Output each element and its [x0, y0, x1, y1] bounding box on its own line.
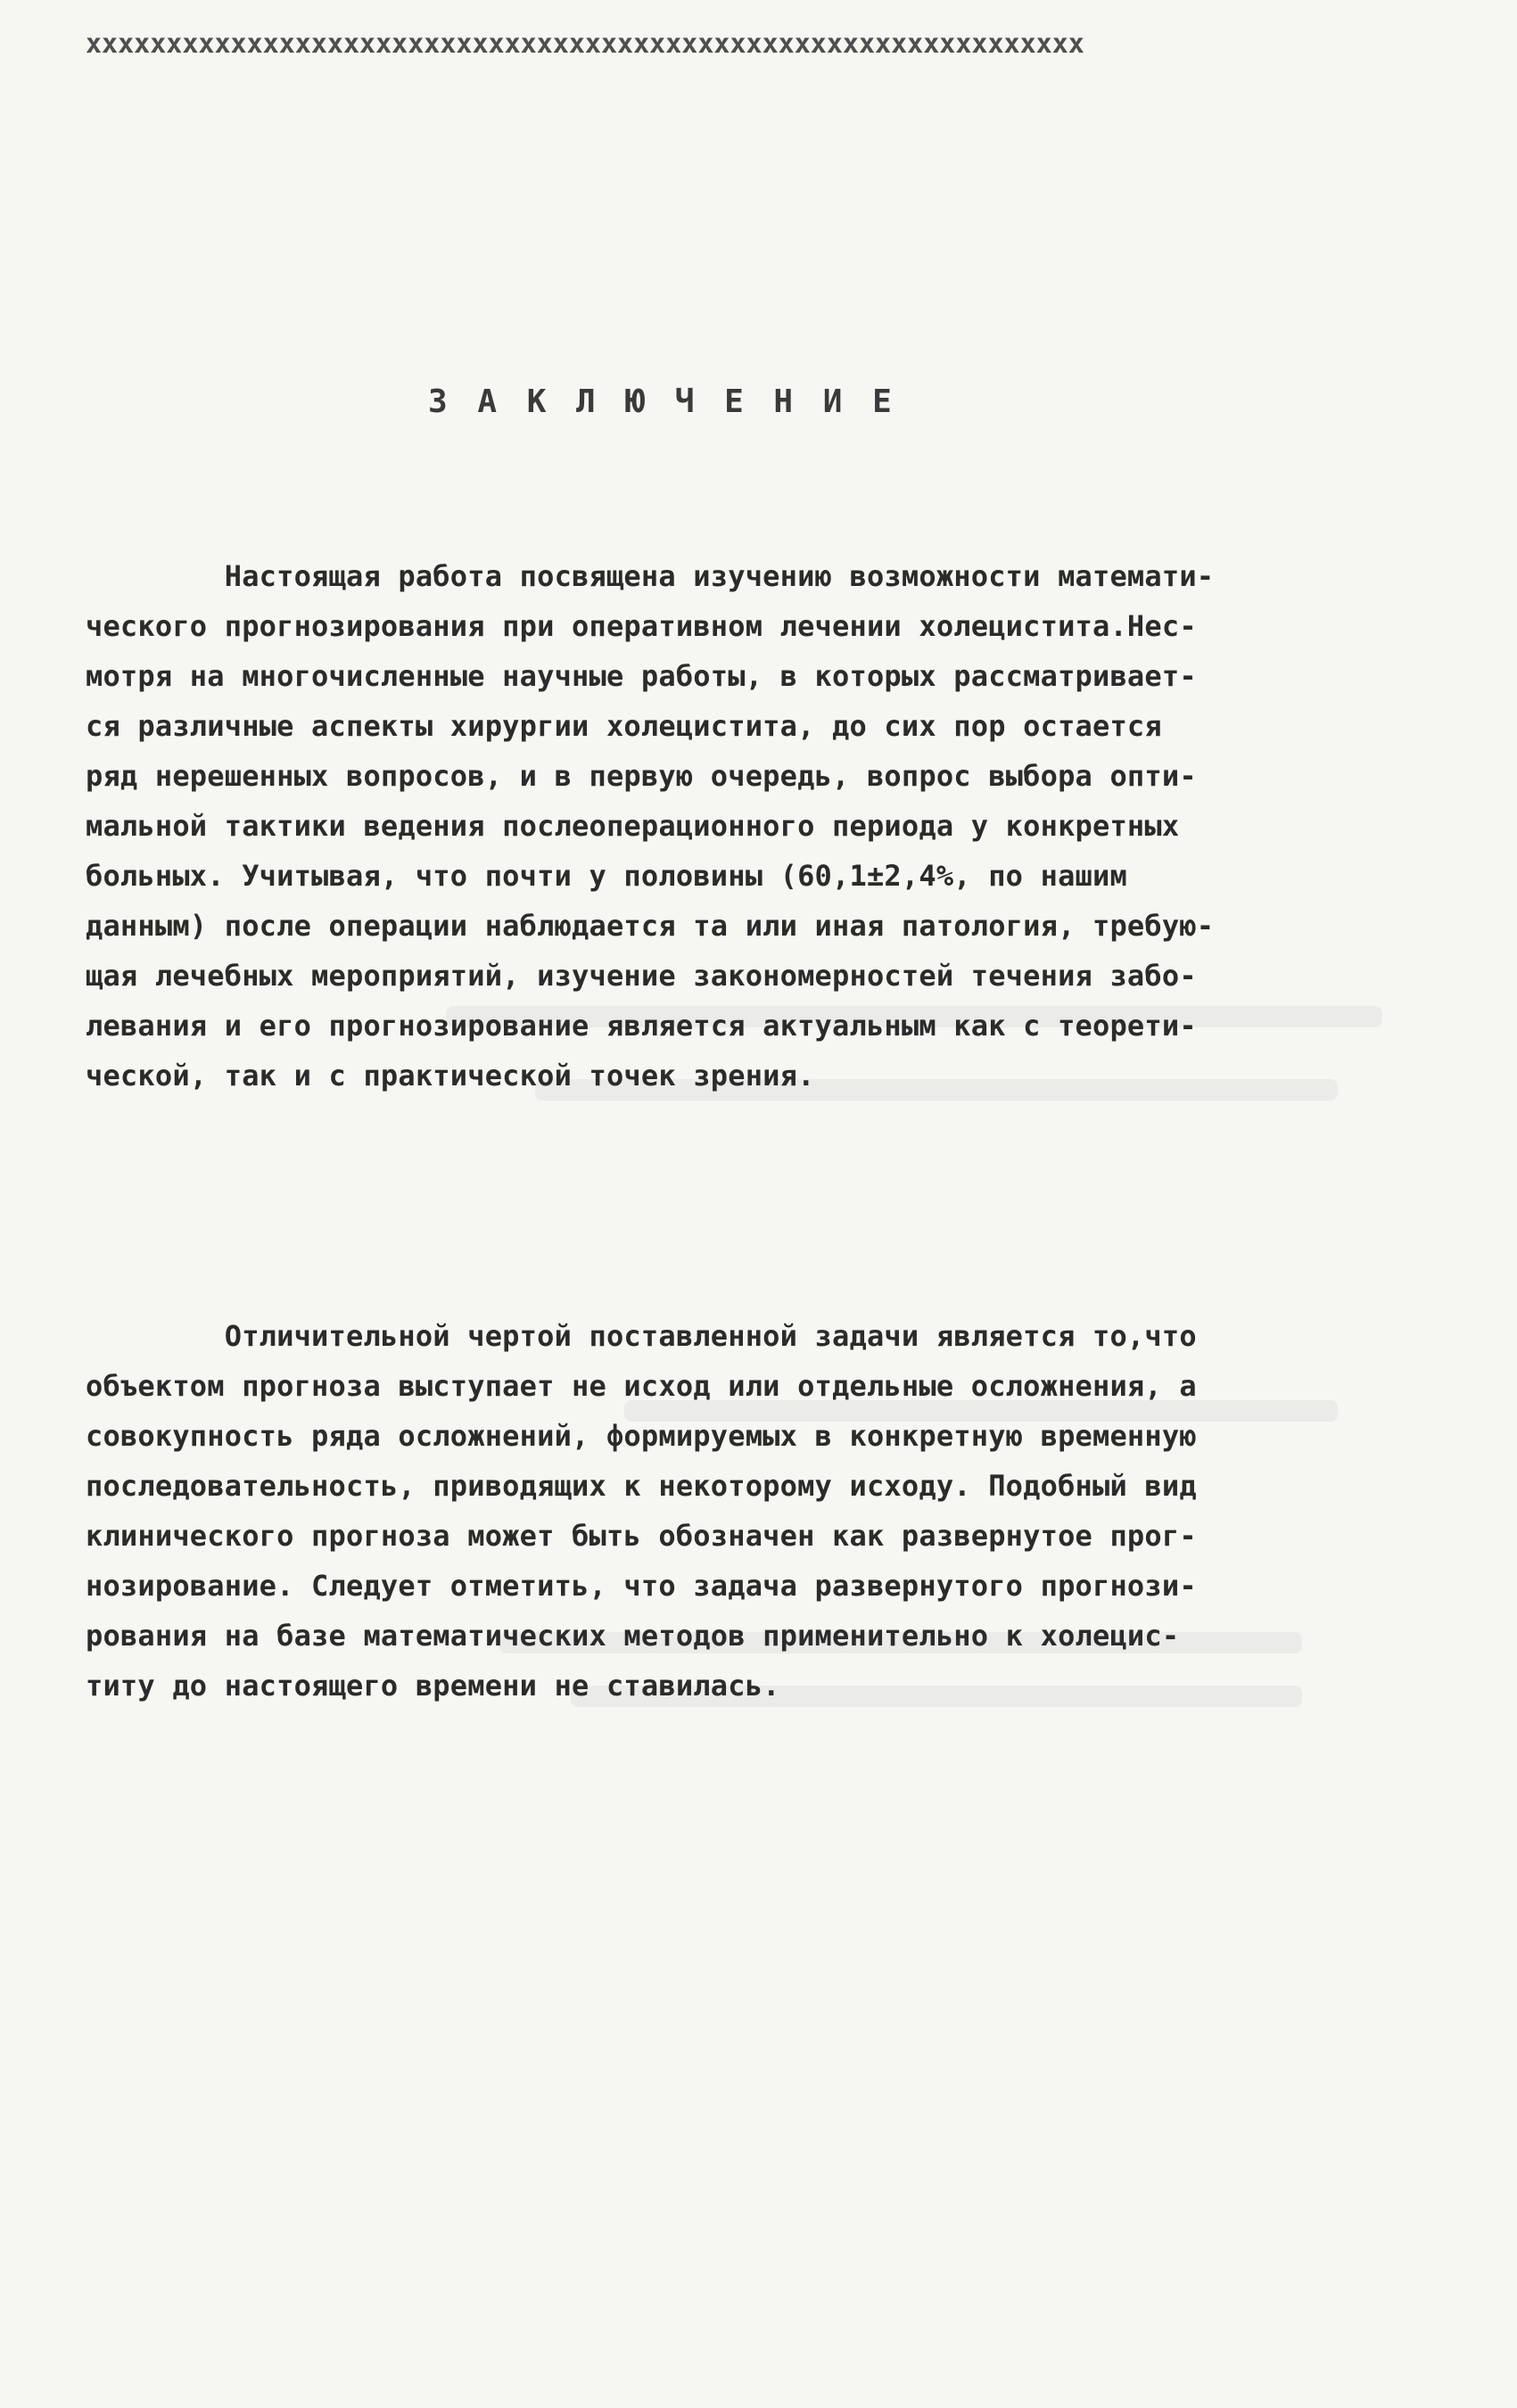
- text-line: объектом прогноза выступает не исход или отдельные осложнения, а: [86, 1369, 1197, 1403]
- text-line: клинического прогноза может быть обозначен как развернутое прог-: [86, 1519, 1197, 1553]
- top-crossed-rule: хххххххххххххххххххххххххххххххххххххххххххххххххххххххххххххх: [86, 29, 1084, 60]
- text-line: титу до настоящего времени не ставилась.: [86, 1669, 780, 1703]
- page-title: З А К Л Ю Ч Е Н И Е: [428, 383, 897, 420]
- text-line: ряд нерешенных вопросов, и в первую очередь, вопрос выбора опти-: [86, 759, 1197, 793]
- text-line: рования на базе математических методов применительно к холецис-: [86, 1619, 1180, 1653]
- text-line: Отличительной чертой поставленной задачи является то,что: [86, 1319, 1197, 1353]
- text-line: мотря на многочисленные научные работы, в которых рассматривает-: [86, 659, 1197, 693]
- text-line: последовательность, приводящих к некоторому исходу. Подобный вид: [86, 1469, 1197, 1503]
- text-line: ческой, так и с практической точек зрения.: [86, 1059, 815, 1093]
- paragraph-2: [86, 1311, 1441, 1711]
- paragraph-1: [86, 551, 1441, 1101]
- text-line: нозирование. Следует отметить, что задача развернутого прогнози-: [86, 1569, 1197, 1603]
- text-line: больных. Учитывая, что почти у половины (60,1±2,4%, по нашим: [86, 859, 1127, 893]
- text-line: левания и его прогнозирование является актуальным как с теорети-: [86, 1009, 1197, 1043]
- text-line: совокупность ряда осложнений, формируемых в конкретную временную: [86, 1419, 1197, 1453]
- text-line: Настоящая работа посвящена изучению возможности математи-: [86, 559, 1215, 593]
- text-line: данным) после операции наблюдается та или иная патология, требую-: [86, 909, 1215, 943]
- text-line: щая лечебных мероприятий, изучение закономерностей течения забо-: [86, 959, 1197, 993]
- text-line: ческого прогнозирования при оперативном лечении холецистита.Нес-: [86, 609, 1197, 643]
- text-line: мальной тактики ведения послеоперационного периода у конкретных: [86, 809, 1180, 843]
- text-line: ся различные аспекты хирургии холецистита, до сих пор остается: [86, 709, 1162, 743]
